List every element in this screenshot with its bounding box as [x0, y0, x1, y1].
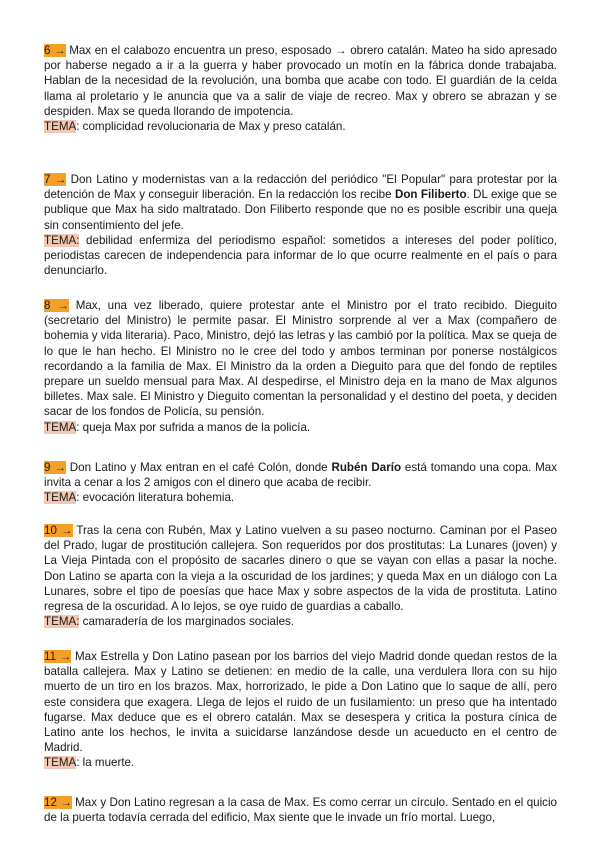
section-7	[44, 172, 557, 278]
section-number: 7 →	[44, 173, 67, 186]
tema-text: : la muerte.	[76, 756, 135, 770]
tema-text: debilidad enfermiza del periodismo español: sometidos a intereses del poder político, periodistas carecen de independencia para informar de lo que ocurre realmente en el país o para denunciarlo.	[44, 233, 557, 278]
section-9	[44, 460, 557, 506]
tema-label: TEMA	[44, 491, 77, 505]
tema-label: TEMA:	[44, 615, 80, 629]
section-body: está tomando una copa. Max invita a cenar a los 2 amigos con el dinero que acaba de recibir.	[44, 461, 558, 490]
tema-line	[44, 490, 557, 505]
section-11	[44, 649, 557, 771]
section-body-bold: Don Filiberto	[394, 188, 467, 202]
section-body: Max, una vez liberado, quiere protestar ante el Ministro por el trato recibido. Dieguito (secretario del Ministro) le permite pasar. El Ministro sorprende al ver a Max (compañero de bohemia y vida literaria). Paco, Ministro, dejó las letras y las cambió por la política. Max se queja de lo que le han hecho. El Ministro no le cree del todo y ambos terminan por ponerse nostálgicos recordando a la familia de Max. El Ministro da la orden a Dieguito para que del fondo de reptiles prepare un sueldo mensual para Max. Al despedirse, el Ministro deja en la mano de Max algunos billetes. Max sale. El Ministro y Dieguito comentan la personalidad y el destino del poeta, y deciden sacar de los fondos de Policía, su pensión.	[44, 299, 557, 419]
section-body: . DL exige que se publique que Max ha sido maltratado. Don Filiberto responde que no es posible escribir una queja sin consentimiento del jefe.	[44, 188, 557, 232]
section-body: Max y Don Latino regresan a la casa de Max. Es como cerrar un círculo. Sentado en el quicio de la puerta todavía cerrada del edificio, Max siente que le invade un frío mortal. Luego,	[44, 796, 557, 825]
section-8	[44, 298, 557, 435]
tema-line	[44, 755, 557, 770]
tema-text: : evocación literatura bohemia.	[76, 491, 235, 505]
section-6	[44, 43, 557, 134]
section-10	[44, 523, 557, 629]
section-number: 11 →	[44, 650, 72, 663]
tema-line	[44, 119, 557, 134]
tema-line	[44, 614, 557, 629]
tema-line	[44, 233, 557, 279]
section-number: 10 →	[44, 524, 73, 537]
section-12	[44, 795, 557, 825]
section-body-bold: Rubén Darío	[331, 461, 402, 474]
section-body: Max Estrella y Don Latino pasean por los barrios del viejo Madrid donde quedan restos de la batalla callejera. Max y Latino se detienen: en medio de la calle, una verdulera llora con su hijo muerto de un tiro en los brazos. Max, horrorizado, le pide a Don Latino que lo saque de allí, pero este considera que exagera. Llega de lejos el ruido de un fusilamiento: un preso que ha intentado fugarse. Max deduce que es el obrero catalán. Max se desespera y critica la postura cínica de Latino ante los hechos, le invita a suicidarse lanzándose desde un acueducto en el centro de Madrid.	[44, 650, 557, 755]
tema-label: TEMA	[44, 756, 77, 770]
section-body: Don Latino y modernistas van a la redacción del periódico "El Popular" para protestar por la detención de Max y conseguir liberación. En la redacción los recibe	[44, 173, 557, 202]
section-number: 6 →	[44, 44, 66, 57]
tema-line	[44, 420, 557, 435]
tema-text: : queja Max por sufrida a manos de la policía.	[76, 420, 311, 434]
section-number: 8 →	[44, 299, 69, 312]
section-number: 9 →	[44, 461, 66, 474]
tema-text: : complicidad revolucionaria de Max y preso catalán.	[76, 120, 346, 134]
tema-label: TEMA	[44, 420, 77, 434]
tema-text: camaradería de los marginados sociales.	[79, 615, 295, 629]
tema-label: TEMA:	[44, 233, 80, 247]
section-body: Max en el calabozo encuentra un preso, esposado → obrero catalán. Mateo ha sido apresado por haberse negado a ir a la guerra y haber provocado un motín en la fábrica donde trabajaba. Hablan de la necesidad de la revolución, una bomba que acabe con todo. El guardián de la celda llama al proletario y le anuncia que va a salir de viaje de recreo. Max y obrero se abrazan y se despiden. Max se queda llorando de impotencia.	[44, 44, 557, 118]
section-body: Tras la cena con Rubén, Max y Latino vuelven a su paseo nocturno. Caminan por el Paseo del Prado, lugar de prostitución callejera. Son requeridos por dos prostitutas: La Lunares (joven) y La Vieja Pintada con el propósito de sacarles dinero o que se vayan con ellas a pasar la noche. Don Latino se aparta con la vieja a la oscuridad de los jardines; y queda Max en un diálogo con La Lunares, sobre el tipo de poesías que hace Max y sobre aspectos de la vida de prostituta. Latino regresa de la oscuridad. A lo lejos, se oye ruido de guardias a caballo.	[44, 524, 557, 614]
section-number: 12 →	[44, 796, 72, 809]
section-body: Don Latino y Max entran en el café Colón, donde	[65, 461, 332, 474]
tema-label: TEMA	[44, 120, 77, 134]
